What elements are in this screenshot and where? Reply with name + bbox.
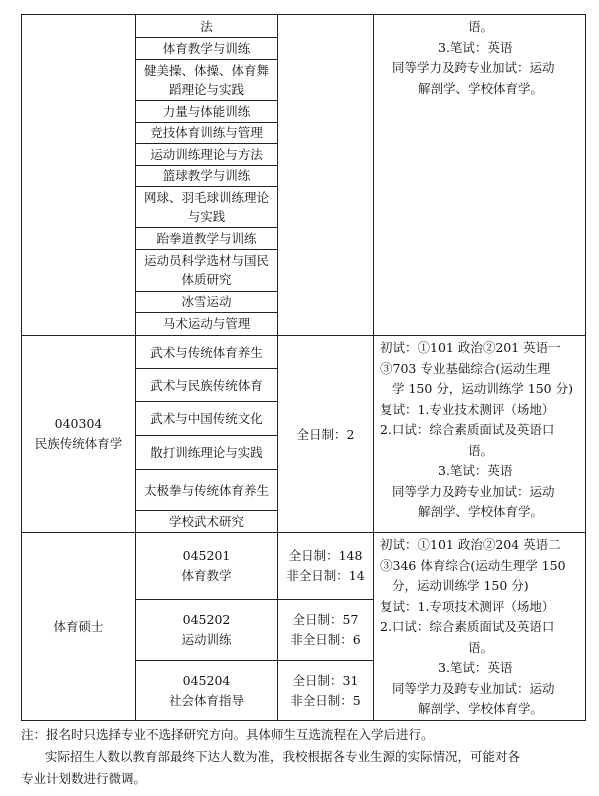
major-code: 040304 [54, 416, 103, 431]
exam-line: 分，运动训练学 150 分) [392, 578, 529, 593]
exam-cell [374, 533, 586, 721]
direction-item: 马术运动与管理 [162, 316, 251, 331]
direction-item: 跆拳道教学与训练 [136, 228, 277, 250]
exam-line: 语。 [467, 19, 493, 34]
exam-line: ③346 体育综合(运动生理学 150 [380, 557, 566, 573]
full-time-count: 全日制：57 [292, 612, 359, 627]
table-row [22, 15, 586, 336]
direction-item: 篮球教学与训练 [136, 166, 277, 187]
major-name: 民族传统体育学 [34, 436, 123, 451]
exam-cell [374, 15, 586, 336]
major-cell: 体育硕士 [22, 533, 136, 721]
exam-line: 初试：①101 政治②201 英语一 [380, 340, 561, 355]
full-time-count: 全日制：148 [288, 548, 363, 563]
direction-item: 武术与中国传统文化 [136, 402, 277, 436]
direction-item: 运动训练理论与方法 [136, 144, 277, 166]
exam-line: 3.笔试：英语 [438, 660, 513, 675]
exam-line: 2.口试：综合素质面试及英语口 [380, 619, 555, 634]
footnotes [21, 724, 581, 790]
major-cell-empty [22, 15, 136, 336]
direction-item: 武术与传统体育养生 [136, 336, 277, 369]
sub-major-code: 045202 [182, 612, 231, 627]
direction-item: 竞技体育训练与管理 [136, 123, 277, 144]
direction-item: 力量与体能训练 [136, 101, 277, 123]
direction-item: 学校武术研究 [168, 514, 244, 529]
direction-item: 体育教学与训练 [136, 38, 277, 60]
mode-cell-empty [278, 15, 374, 336]
exam-line: 同等学力及跨专业加试：运动 [392, 483, 555, 499]
major-cell [22, 336, 136, 533]
sub-major-name: 运动训练 [181, 632, 232, 647]
part-time-count: 非全日制：14 [286, 568, 365, 583]
exam-line: 2.口试：综合素质面试及英语口 [380, 422, 555, 437]
direction-item: 法 [136, 16, 277, 38]
part-time-count: 非全日制：5 [290, 692, 361, 708]
sub-major-code: 045201 [182, 548, 231, 563]
full-time-count: 全日制：31 [292, 672, 359, 688]
exam-line: 复试：1.专项技术测评（场地） [380, 598, 555, 614]
sub-major [136, 533, 277, 600]
direction-item: 冰雪运动 [136, 292, 277, 313]
exam-line: 同等学力及跨专业加试：运动 [392, 680, 555, 696]
exam-line: 复试：1.专业技术测评（场地） [380, 401, 555, 417]
table-row [22, 336, 586, 533]
exam-line: 3.笔试：英语 [438, 463, 513, 478]
part-time-count: 非全日制：6 [290, 632, 361, 647]
directions-cell [136, 533, 278, 721]
exam-cell [374, 336, 586, 533]
exam-line: 学 150 分，运动训练学 150 分) [392, 381, 573, 396]
admissions-table [21, 14, 586, 721]
exam-line: 3.笔试：英语 [438, 39, 513, 55]
direction-item: 网球、羽毛球训练理论与实践 [136, 187, 277, 228]
sub-major [136, 661, 277, 720]
sub-major-name: 社会体育指导 [168, 692, 244, 708]
exam-line: ③703 专业基础综合(运动生理 [380, 360, 551, 376]
exam-line: 语。 [467, 639, 493, 655]
directions-cell [136, 15, 278, 336]
sub-major [136, 600, 277, 661]
direction-item: 散打训练理论与实践 [136, 436, 277, 470]
exam-line: 解剖学、学校体育学。 [417, 504, 543, 519]
sub-major-mode [278, 661, 373, 720]
exam-line: 解剖学、学校体育学。 [417, 701, 543, 716]
note-line: 实际招生人数以教育部最终下达人数为准，我校根据各专业生源的实际情况，可能对各 [45, 749, 521, 764]
note-line: 注：报名时只选择专业不选择研究方向。具体师生互选流程在入学后进行。 [21, 727, 434, 742]
exam-line: 初试：①101 政治②204 英语二 [380, 537, 561, 552]
mode-cell: 全日制：2 [278, 336, 374, 533]
sub-major-name: 体育教学 [181, 568, 232, 583]
table-row [22, 533, 586, 721]
sub-major-mode [278, 600, 373, 661]
note-line: 专业计划数进行微调。 [21, 771, 147, 786]
direction-item: 运动员科学选材与国民体质研究 [136, 250, 277, 292]
directions-cell [136, 336, 278, 533]
sub-major-code: 045204 [182, 672, 231, 688]
direction-item: 太极拳与传统体育养生 [136, 470, 277, 511]
direction-item: 健美操、体操、体育舞蹈理论与实践 [136, 60, 277, 101]
exam-line: 同等学力及跨专业加试：运动 [392, 60, 555, 75]
exam-line: 语。 [467, 442, 493, 458]
exam-line: 解剖学、学校体育学。 [417, 80, 543, 96]
direction-item: 武术与民族传统体育 [136, 369, 277, 402]
sub-major-mode [278, 533, 373, 600]
mode-cell [278, 533, 374, 721]
